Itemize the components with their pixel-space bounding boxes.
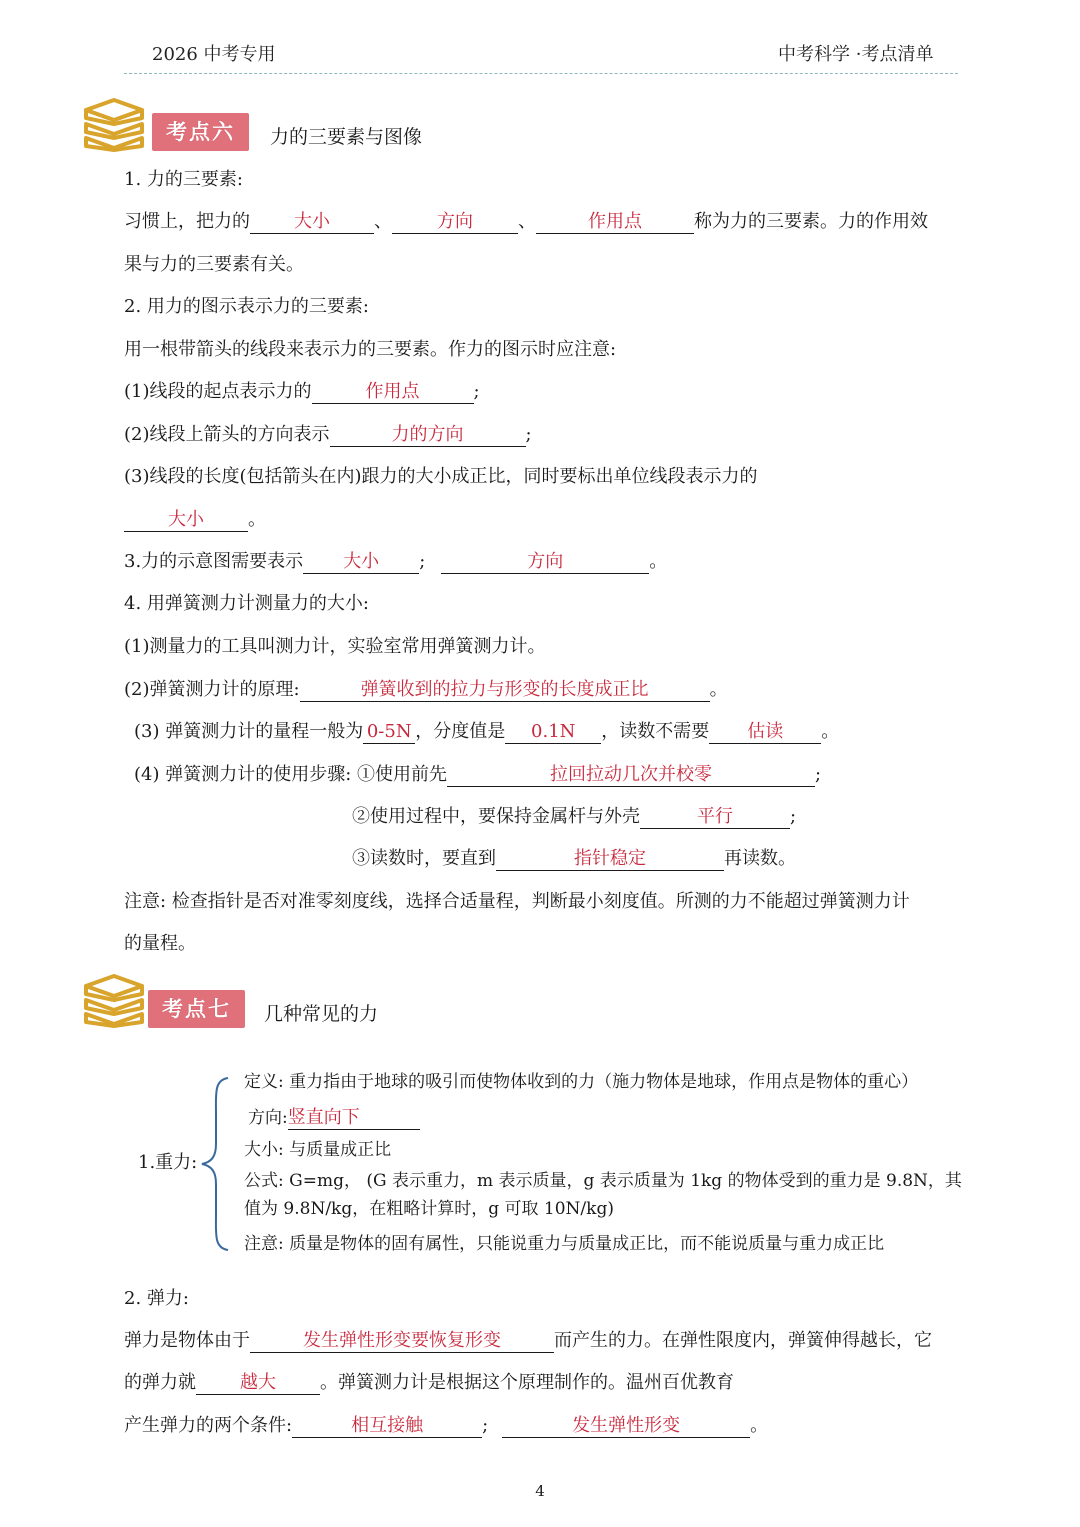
answer-blank: 估读 xyxy=(709,721,821,744)
curly-brace-icon xyxy=(198,1074,232,1254)
gravity-definition: 定义: 重力指由于地球的吸引而使物体收到的力（施力物体是地球，作用点是物体的重心） xyxy=(244,1072,919,1092)
answer-blank: 方向 xyxy=(441,551,649,574)
section-badge-7: 考点七 xyxy=(148,990,245,1028)
books-icon xyxy=(80,972,146,1028)
books-icon xyxy=(80,96,146,152)
gravity-note: 注意: 质量是物体的固有属性，只能说重力与质量成正比，而不能说质量与重力成正比 xyxy=(244,1234,885,1254)
p1-line2: 果与力的三要素有关。 xyxy=(124,254,304,275)
elastic-heading: 2. 弹力: xyxy=(124,1288,189,1309)
p2-item1: (1)线段的起点表示力的 作用点 ; xyxy=(124,381,480,402)
answer-blank: 力的方向 xyxy=(330,424,526,447)
p4-item4-step2: ②使用过程中，要保持金属杆与外壳 平行 ; xyxy=(352,806,797,827)
answer-blank: 弹簧收到的拉力与形变的长度成正比 xyxy=(300,679,710,702)
elastic-line1: 弹力是物体由于 发生弹性形变要恢复形变 而产生的力。在弹性限度内，弹簧伸得越长，它 xyxy=(124,1330,932,1351)
gravity-label: 1.重力: xyxy=(138,1152,198,1173)
p4-item4: (4) 弹簧测力计的使用步骤: ①使用前先 拉回拉动几次并校零 ; xyxy=(134,764,822,785)
answer-blank: 指针稳定 xyxy=(496,848,724,871)
p4-item3: (3) 弹簧测力计的量程一般为 0-5N ，分度值是 0.1N ，读数不需要 估读 。 xyxy=(134,721,840,742)
p1-heading: 1. 力的三要素: xyxy=(124,169,243,190)
p1-line1: 习惯上，把力的 大小 、 方向 、 作用点 称为力的三要素。力的作用效 xyxy=(124,211,928,232)
gravity-direction: 方向:竖直向下 xyxy=(248,1106,420,1130)
answer-blank: 相互接触 xyxy=(292,1415,482,1438)
answer-blank: 平行 xyxy=(640,806,790,829)
gravity-magnitude: 大小: 与质量成正比 xyxy=(244,1140,392,1160)
p4-item1: (1)测量力的工具叫测力计，实验室常用弹簧测力计。 xyxy=(124,636,546,657)
answer-blank: 方向 xyxy=(392,211,518,234)
answer-blank: 作用点 xyxy=(536,211,694,234)
gravity-formula-cont: 值为 9.8N/kg，在粗略计算时，g 可取 10N/kg) xyxy=(244,1199,614,1219)
answer-blank: 拉回拉动几次并校零 xyxy=(447,764,815,787)
answer-blank: 0-5N xyxy=(363,721,415,744)
note-line2: 的量程。 xyxy=(124,933,196,954)
p3-line: 3.力的示意图需要表示 大小 ; 方向 。 xyxy=(124,551,668,572)
answer-blank: 大小 xyxy=(250,211,374,234)
answer-blank: 发生弹性形变 xyxy=(502,1415,750,1438)
elastic-line2: 的弹力就 越大 。弹簧测力计是根据这个原理制作的。温州百优教育 xyxy=(124,1372,734,1393)
p2-heading: 2. 用力的图示表示力的三要素: xyxy=(124,296,369,317)
answer-blank: 越大 xyxy=(196,1372,320,1395)
header-left: 2026 中考专用 xyxy=(152,44,276,65)
answer-blank: 大小 xyxy=(303,551,419,574)
answer-blank: 竖直向下 xyxy=(288,1107,420,1130)
answer-blank: 大小 xyxy=(124,509,248,532)
answer-blank: 0.1N xyxy=(505,721,601,744)
page-number: 4 xyxy=(535,1482,545,1500)
p4-item4-step3: ③读数时，要直到 指针稳定 再读数。 xyxy=(352,848,796,869)
header-divider xyxy=(124,73,958,74)
answer-blank: 作用点 xyxy=(312,381,474,404)
answer-blank: 发生弹性形变要恢复形变 xyxy=(250,1330,554,1353)
note-line1: 注意: 检查指针是否对准零刻度线，选择合适量程，判断最小刻度值。所测的力不能超过弹簧测力计 xyxy=(124,891,910,912)
p4-heading: 4. 用弹簧测力计测量力的大小: xyxy=(124,593,369,614)
p2-item3-cont: 大小 。 xyxy=(124,507,266,533)
section-title-7: 几种常见的力 xyxy=(264,1003,379,1025)
p2-item2: (2)线段上箭头的方向表示 力的方向 ; xyxy=(124,424,532,445)
section-badge-6: 考点六 xyxy=(152,113,249,151)
p2-intro: 用一根带箭头的线段来表示力的三要素。作力的图示时应注意: xyxy=(124,339,617,360)
header-right: 中考科学 ·考点清单 xyxy=(778,44,934,65)
p4-item2: (2)弹簧测力计的原理: 弹簧收到的拉力与形变的长度成正比 。 xyxy=(124,679,728,700)
elastic-line3: 产生弹力的两个条件: 相互接触 ; 发生弹性形变 。 xyxy=(124,1415,769,1436)
section-title-6: 力的三要素与图像 xyxy=(270,126,423,148)
gravity-formula: 公式: G=mg， (G 表示重力，m 表示质量，g 表示质量为 1kg 的物体受到的重力是 9.8N，其 xyxy=(244,1171,962,1191)
p2-item3: (3)线段的长度(包括箭头在内)跟力的大小成正比，同时要标出单位线段表示力的 xyxy=(124,466,758,487)
